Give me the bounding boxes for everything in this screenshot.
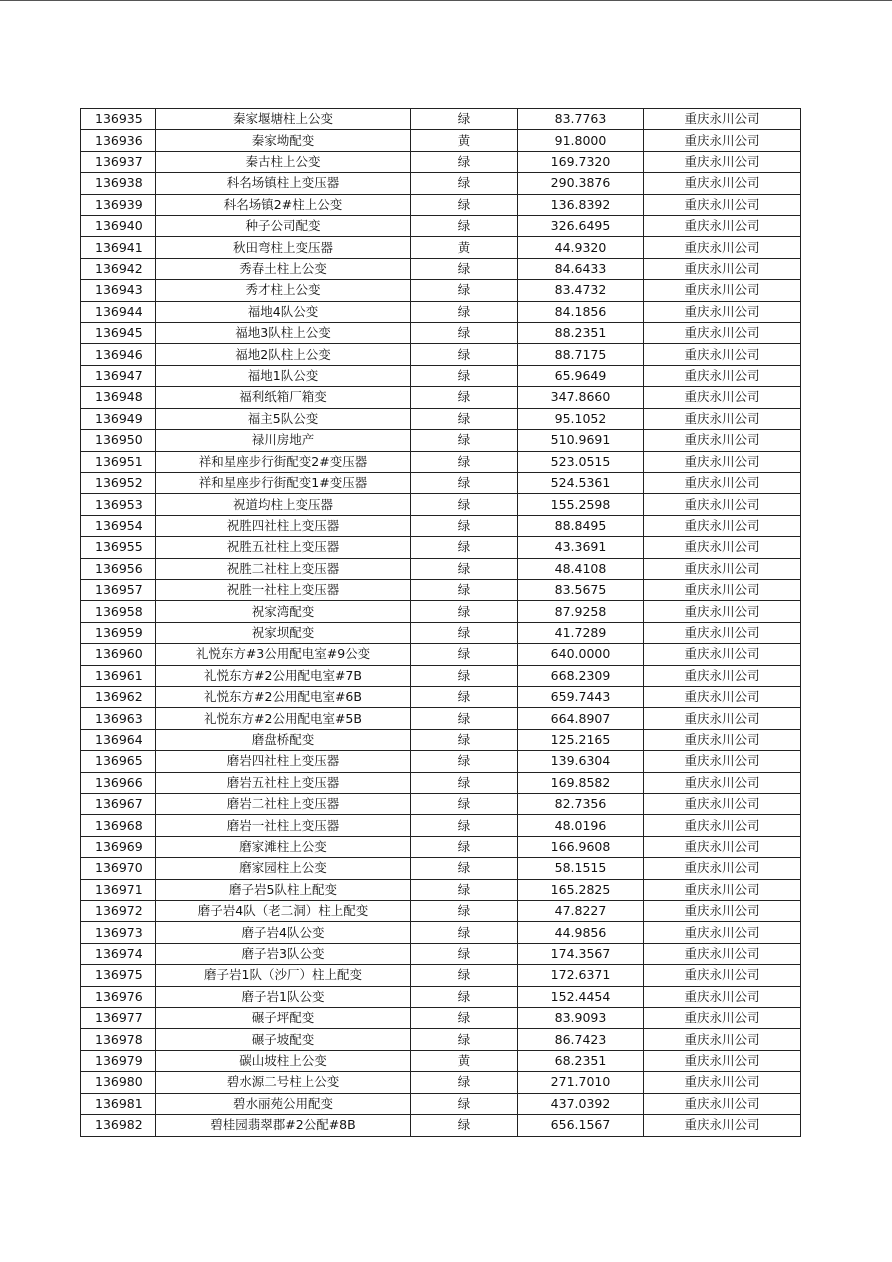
cell-name: 秀才柱上公变 (156, 280, 411, 301)
table-row (81, 472, 801, 493)
cell-status: 绿 (411, 986, 518, 1007)
table-row (81, 151, 801, 172)
table-row (81, 601, 801, 622)
cell-company: 重庆永川公司 (644, 301, 801, 322)
table-row (81, 579, 801, 600)
cell-id: 136950 (81, 430, 156, 451)
table-row (81, 301, 801, 322)
cell-company: 重庆永川公司 (644, 430, 801, 451)
cell-value: 139.6304 (518, 751, 644, 772)
cell-value: 152.4454 (518, 986, 644, 1007)
cell-value: 47.8227 (518, 901, 644, 922)
table-row (81, 280, 801, 301)
cell-status: 绿 (411, 858, 518, 879)
cell-value: 68.2351 (518, 1050, 644, 1071)
cell-company: 重庆永川公司 (644, 751, 801, 772)
cell-name: 祝家坝配变 (156, 622, 411, 643)
cell-id: 136972 (81, 901, 156, 922)
cell-name: 磨子岩4队公变 (156, 922, 411, 943)
cell-status: 绿 (411, 301, 518, 322)
cell-company: 重庆永川公司 (644, 280, 801, 301)
cell-value: 84.6433 (518, 258, 644, 279)
cell-id: 136943 (81, 280, 156, 301)
table-row (81, 365, 801, 386)
cell-id: 136971 (81, 879, 156, 900)
cell-status: 绿 (411, 922, 518, 943)
cell-name: 祝家湾配变 (156, 601, 411, 622)
cell-name: 磨子岩1队（沙厂）柱上配变 (156, 965, 411, 986)
cell-id: 136949 (81, 408, 156, 429)
cell-id: 136940 (81, 216, 156, 237)
cell-name: 秀春土柱上公变 (156, 258, 411, 279)
cell-id: 136955 (81, 537, 156, 558)
cell-company: 重庆永川公司 (644, 729, 801, 750)
cell-value: 95.1052 (518, 408, 644, 429)
cell-company: 重庆永川公司 (644, 1115, 801, 1136)
cell-status: 绿 (411, 280, 518, 301)
cell-id: 136974 (81, 943, 156, 964)
table-row (81, 430, 801, 451)
cell-name: 福主5队公变 (156, 408, 411, 429)
table-row (81, 494, 801, 515)
cell-value: 44.9856 (518, 922, 644, 943)
cell-name: 磨岩二社柱上变压器 (156, 794, 411, 815)
data-table (80, 108, 801, 1137)
cell-status: 绿 (411, 1093, 518, 1114)
cell-status: 绿 (411, 665, 518, 686)
cell-id: 136946 (81, 344, 156, 365)
cell-company: 重庆永川公司 (644, 194, 801, 215)
table-row (81, 729, 801, 750)
table-row (81, 772, 801, 793)
table-row (81, 986, 801, 1007)
cell-value: 91.8000 (518, 130, 644, 151)
cell-company: 重庆永川公司 (644, 151, 801, 172)
cell-value: 65.9649 (518, 365, 644, 386)
cell-status: 绿 (411, 515, 518, 536)
cell-status: 绿 (411, 601, 518, 622)
cell-value: 84.1856 (518, 301, 644, 322)
cell-status: 绿 (411, 901, 518, 922)
cell-value: 290.3876 (518, 173, 644, 194)
cell-company: 重庆永川公司 (644, 1008, 801, 1029)
cell-status: 黄 (411, 130, 518, 151)
cell-company: 重庆永川公司 (644, 237, 801, 258)
cell-id: 136937 (81, 151, 156, 172)
cell-status: 绿 (411, 1008, 518, 1029)
table-row (81, 708, 801, 729)
cell-id: 136960 (81, 644, 156, 665)
cell-value: 136.8392 (518, 194, 644, 215)
cell-name: 碧水源二号柱上公变 (156, 1072, 411, 1093)
cell-name: 碳山坡柱上公变 (156, 1050, 411, 1071)
cell-company: 重庆永川公司 (644, 943, 801, 964)
cell-value: 664.8907 (518, 708, 644, 729)
cell-id: 136959 (81, 622, 156, 643)
cell-status: 绿 (411, 1115, 518, 1136)
cell-id: 136945 (81, 323, 156, 344)
cell-company: 重庆永川公司 (644, 537, 801, 558)
cell-company: 重庆永川公司 (644, 622, 801, 643)
cell-company: 重庆永川公司 (644, 665, 801, 686)
cell-company: 重庆永川公司 (644, 494, 801, 515)
cell-status: 绿 (411, 216, 518, 237)
table-row (81, 258, 801, 279)
cell-status: 绿 (411, 772, 518, 793)
cell-id: 136936 (81, 130, 156, 151)
cell-status: 绿 (411, 794, 518, 815)
cell-value: 44.9320 (518, 237, 644, 258)
cell-company: 重庆永川公司 (644, 708, 801, 729)
cell-status: 绿 (411, 472, 518, 493)
table-row (81, 965, 801, 986)
cell-id: 136939 (81, 194, 156, 215)
table-row (81, 537, 801, 558)
cell-company: 重庆永川公司 (644, 216, 801, 237)
cell-id: 136981 (81, 1093, 156, 1114)
cell-company: 重庆永川公司 (644, 1072, 801, 1093)
cell-name: 祥和星座步行街配变2#变压器 (156, 451, 411, 472)
cell-name: 秦家堰塘柱上公变 (156, 109, 411, 130)
cell-value: 172.6371 (518, 965, 644, 986)
cell-name: 礼悦东方#2公用配电室#5B (156, 708, 411, 729)
cell-value: 41.7289 (518, 622, 644, 643)
cell-value: 437.0392 (518, 1093, 644, 1114)
cell-id: 136944 (81, 301, 156, 322)
cell-status: 绿 (411, 323, 518, 344)
cell-name: 磨子岩3队公变 (156, 943, 411, 964)
table-row (81, 237, 801, 258)
cell-status: 绿 (411, 708, 518, 729)
cell-id: 136941 (81, 237, 156, 258)
cell-company: 重庆永川公司 (644, 815, 801, 836)
cell-name: 福利纸箱厂箱变 (156, 387, 411, 408)
cell-company: 重庆永川公司 (644, 1093, 801, 1114)
table-body (81, 109, 801, 1137)
table-row (81, 1093, 801, 1114)
cell-name: 磨岩四社柱上变压器 (156, 751, 411, 772)
cell-status: 绿 (411, 815, 518, 836)
cell-value: 169.8582 (518, 772, 644, 793)
cell-company: 重庆永川公司 (644, 772, 801, 793)
cell-id: 136935 (81, 109, 156, 130)
cell-company: 重庆永川公司 (644, 686, 801, 707)
cell-value: 326.6495 (518, 216, 644, 237)
cell-value: 87.9258 (518, 601, 644, 622)
cell-company: 重庆永川公司 (644, 879, 801, 900)
cell-status: 绿 (411, 430, 518, 451)
table-row (81, 622, 801, 643)
cell-name: 磨子岩4队（老二洞）柱上配变 (156, 901, 411, 922)
table-row (81, 1029, 801, 1050)
cell-company: 重庆永川公司 (644, 323, 801, 344)
cell-status: 绿 (411, 622, 518, 643)
cell-value: 83.4732 (518, 280, 644, 301)
cell-status: 绿 (411, 558, 518, 579)
cell-status: 绿 (411, 943, 518, 964)
table-row (81, 1072, 801, 1093)
cell-id: 136976 (81, 986, 156, 1007)
cell-value: 165.2825 (518, 879, 644, 900)
cell-name: 礼悦东方#2公用配电室#7B (156, 665, 411, 686)
cell-status: 绿 (411, 173, 518, 194)
cell-status: 绿 (411, 537, 518, 558)
table-row (81, 922, 801, 943)
table-row (81, 1008, 801, 1029)
cell-value: 169.7320 (518, 151, 644, 172)
cell-id: 136964 (81, 729, 156, 750)
cell-status: 绿 (411, 387, 518, 408)
cell-company: 重庆永川公司 (644, 922, 801, 943)
cell-value: 88.2351 (518, 323, 644, 344)
cell-name: 碧水丽苑公用配变 (156, 1093, 411, 1114)
cell-status: 绿 (411, 751, 518, 772)
cell-name: 碧桂园翡翠郡#2公配#8B (156, 1115, 411, 1136)
table-row (81, 644, 801, 665)
cell-value: 86.7423 (518, 1029, 644, 1050)
cell-name: 秦家坳配变 (156, 130, 411, 151)
cell-value: 58.1515 (518, 858, 644, 879)
cell-id: 136969 (81, 836, 156, 857)
cell-value: 83.7763 (518, 109, 644, 130)
cell-name: 祝胜一社柱上变压器 (156, 579, 411, 600)
cell-id: 136973 (81, 922, 156, 943)
cell-company: 重庆永川公司 (644, 1050, 801, 1071)
cell-company: 重庆永川公司 (644, 986, 801, 1007)
table-row (81, 794, 801, 815)
cell-company: 重庆永川公司 (644, 601, 801, 622)
cell-status: 绿 (411, 644, 518, 665)
cell-company: 重庆永川公司 (644, 901, 801, 922)
cell-id: 136947 (81, 365, 156, 386)
table-row (81, 216, 801, 237)
cell-company: 重庆永川公司 (644, 472, 801, 493)
cell-company: 重庆永川公司 (644, 965, 801, 986)
cell-id: 136965 (81, 751, 156, 772)
cell-name: 祝道均柱上变压器 (156, 494, 411, 515)
cell-company: 重庆永川公司 (644, 451, 801, 472)
cell-status: 绿 (411, 1072, 518, 1093)
cell-id: 136956 (81, 558, 156, 579)
cell-status: 绿 (411, 729, 518, 750)
cell-id: 136938 (81, 173, 156, 194)
cell-name: 福地2队柱上公变 (156, 344, 411, 365)
cell-value: 83.5675 (518, 579, 644, 600)
cell-id: 136957 (81, 579, 156, 600)
cell-name: 福地4队公变 (156, 301, 411, 322)
cell-status: 绿 (411, 151, 518, 172)
cell-id: 136978 (81, 1029, 156, 1050)
cell-status: 绿 (411, 579, 518, 600)
cell-value: 48.0196 (518, 815, 644, 836)
cell-status: 绿 (411, 408, 518, 429)
table-row (81, 751, 801, 772)
table-row (81, 109, 801, 130)
cell-status: 绿 (411, 258, 518, 279)
cell-status: 绿 (411, 365, 518, 386)
cell-name: 福地3队柱上公变 (156, 323, 411, 344)
cell-company: 重庆永川公司 (644, 515, 801, 536)
cell-status: 绿 (411, 686, 518, 707)
cell-name: 祝胜二社柱上变压器 (156, 558, 411, 579)
cell-name: 祝胜五社柱上变压器 (156, 537, 411, 558)
cell-id: 136958 (81, 601, 156, 622)
cell-id: 136980 (81, 1072, 156, 1093)
cell-status: 绿 (411, 965, 518, 986)
cell-name: 碾子坪配变 (156, 1008, 411, 1029)
cell-name: 磨子岩5队柱上配变 (156, 879, 411, 900)
table-row (81, 451, 801, 472)
cell-id: 136963 (81, 708, 156, 729)
cell-name: 礼悦东方#3公用配电室#9公变 (156, 644, 411, 665)
cell-value: 174.3567 (518, 943, 644, 964)
table-row (81, 194, 801, 215)
cell-id: 136982 (81, 1115, 156, 1136)
table-row (81, 558, 801, 579)
cell-id: 136942 (81, 258, 156, 279)
cell-name: 磨子岩1队公变 (156, 986, 411, 1007)
cell-name: 碾子坡配变 (156, 1029, 411, 1050)
cell-value: 83.9093 (518, 1008, 644, 1029)
cell-status: 黄 (411, 237, 518, 258)
table-row (81, 515, 801, 536)
cell-value: 43.3691 (518, 537, 644, 558)
table-row (81, 408, 801, 429)
cell-id: 136953 (81, 494, 156, 515)
cell-company: 重庆永川公司 (644, 258, 801, 279)
table-row (81, 815, 801, 836)
table-row (81, 1115, 801, 1136)
cell-name: 祝胜四社柱上变压器 (156, 515, 411, 536)
table-row (81, 858, 801, 879)
cell-id: 136962 (81, 686, 156, 707)
cell-company: 重庆永川公司 (644, 836, 801, 857)
table-row (81, 130, 801, 151)
cell-status: 绿 (411, 194, 518, 215)
cell-company: 重庆永川公司 (644, 109, 801, 130)
table-row (81, 173, 801, 194)
table-row (81, 943, 801, 964)
cell-name: 礼悦东方#2公用配电室#6B (156, 686, 411, 707)
cell-value: 155.2598 (518, 494, 644, 515)
cell-company: 重庆永川公司 (644, 387, 801, 408)
cell-status: 黄 (411, 1050, 518, 1071)
cell-value: 88.8495 (518, 515, 644, 536)
cell-id: 136979 (81, 1050, 156, 1071)
cell-name: 科名场镇2#柱上公变 (156, 194, 411, 215)
cell-company: 重庆永川公司 (644, 408, 801, 429)
cell-name: 科名场镇柱上变压器 (156, 173, 411, 194)
cell-value: 510.9691 (518, 430, 644, 451)
table-row (81, 665, 801, 686)
cell-company: 重庆永川公司 (644, 858, 801, 879)
cell-value: 125.2165 (518, 729, 644, 750)
cell-name: 磨岩一社柱上变压器 (156, 815, 411, 836)
cell-name: 种子公司配变 (156, 216, 411, 237)
cell-status: 绿 (411, 494, 518, 515)
cell-company: 重庆永川公司 (644, 644, 801, 665)
cell-id: 136970 (81, 858, 156, 879)
cell-value: 656.1567 (518, 1115, 644, 1136)
cell-name: 磨盘桥配变 (156, 729, 411, 750)
cell-value: 271.7010 (518, 1072, 644, 1093)
cell-name: 秋田弯柱上变压器 (156, 237, 411, 258)
table-row (81, 836, 801, 857)
table-row (81, 344, 801, 365)
cell-value: 166.9608 (518, 836, 644, 857)
cell-status: 绿 (411, 836, 518, 857)
cell-value: 659.7443 (518, 686, 644, 707)
cell-company: 重庆永川公司 (644, 365, 801, 386)
table-row (81, 686, 801, 707)
cell-company: 重庆永川公司 (644, 1029, 801, 1050)
cell-name: 磨岩五社柱上变压器 (156, 772, 411, 793)
cell-name: 禄川房地产 (156, 430, 411, 451)
cell-id: 136961 (81, 665, 156, 686)
cell-company: 重庆永川公司 (644, 130, 801, 151)
cell-value: 48.4108 (518, 558, 644, 579)
cell-status: 绿 (411, 451, 518, 472)
table-row (81, 879, 801, 900)
cell-name: 祥和星座步行街配变1#变压器 (156, 472, 411, 493)
cell-value: 640.0000 (518, 644, 644, 665)
cell-status: 绿 (411, 109, 518, 130)
cell-name: 磨家滩柱上公变 (156, 836, 411, 857)
cell-id: 136967 (81, 794, 156, 815)
cell-id: 136954 (81, 515, 156, 536)
cell-value: 523.0515 (518, 451, 644, 472)
cell-value: 347.8660 (518, 387, 644, 408)
cell-id: 136968 (81, 815, 156, 836)
cell-id: 136966 (81, 772, 156, 793)
cell-id: 136975 (81, 965, 156, 986)
cell-status: 绿 (411, 344, 518, 365)
cell-status: 绿 (411, 879, 518, 900)
cell-id: 136952 (81, 472, 156, 493)
cell-company: 重庆永川公司 (644, 579, 801, 600)
cell-name: 磨家园柱上公变 (156, 858, 411, 879)
cell-name: 秦古柱上公变 (156, 151, 411, 172)
table-row (81, 323, 801, 344)
cell-company: 重庆永川公司 (644, 794, 801, 815)
cell-status: 绿 (411, 1029, 518, 1050)
cell-name: 福地1队公变 (156, 365, 411, 386)
cell-id: 136948 (81, 387, 156, 408)
cell-value: 82.7356 (518, 794, 644, 815)
cell-id: 136951 (81, 451, 156, 472)
cell-value: 668.2309 (518, 665, 644, 686)
table-row (81, 901, 801, 922)
cell-value: 524.5361 (518, 472, 644, 493)
cell-value: 88.7175 (518, 344, 644, 365)
page-top-border (0, 0, 892, 1)
table-row (81, 1050, 801, 1071)
table-row (81, 387, 801, 408)
cell-id: 136977 (81, 1008, 156, 1029)
cell-company: 重庆永川公司 (644, 558, 801, 579)
cell-company: 重庆永川公司 (644, 344, 801, 365)
cell-company: 重庆永川公司 (644, 173, 801, 194)
